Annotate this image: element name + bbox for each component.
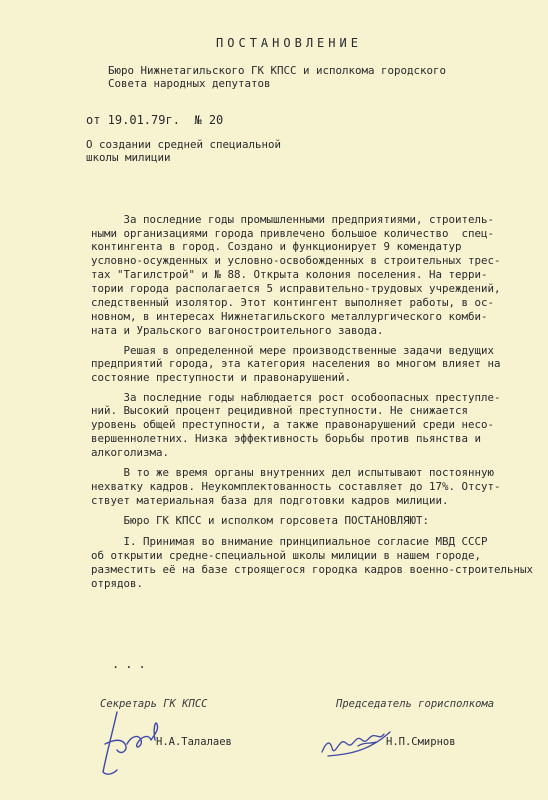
- body-line: Бюро ГК КПСС и исполком горсовета ПОСТАНОВЛЯЮТ:: [91, 514, 430, 527]
- body-line: предприятий города, эта категория населения во многом влияет на: [91, 357, 501, 370]
- ellipsis: ...: [112, 657, 152, 671]
- right-signatory-title: Председатель горисполкома: [336, 698, 495, 710]
- left-signature-icon: [95, 700, 175, 780]
- left-signatory-name: Н.А.Талалаев: [156, 736, 232, 748]
- body-line: ната и Уральского вагоностроительного завода.: [91, 324, 384, 337]
- body-line: ствует материальная база для подготовки кадров милиции.: [91, 494, 449, 507]
- header-line-2: Совета народных депутатов: [108, 77, 271, 90]
- body-line: новном, в интересах Нижнетагильского металлургического комби-: [91, 310, 488, 323]
- left-signatory-title: Секретарь ГК КПСС: [100, 698, 208, 710]
- date-line: от 19.01.79г. № 20: [86, 113, 224, 127]
- body-line: условно-осужденных и условно-освобожденных в строительных трес-: [91, 254, 501, 267]
- body-line: тах "Тагилстрой" и № 88. Открыта колония поселения. На терри-: [91, 268, 488, 281]
- body-line: отрядов.: [91, 577, 144, 590]
- body-line: уровень общей преступности, а также правонарушений среди несо-: [91, 418, 495, 431]
- body-line: состояние преступности и правонарушений.: [91, 371, 352, 384]
- body-line: тории города располагается 5 исправительно-трудовых учреждений,: [91, 282, 501, 295]
- body-line: I. Принимая во внимание принципиальное согласие МВД СССР: [91, 535, 488, 548]
- body-line: разместить её на базе строящегося городка кадров военно-строительных: [91, 563, 534, 576]
- right-signatory-name: Н.П.Смирнов: [386, 736, 456, 748]
- body-line: контингента в город. Создано и функционирует 9 комендатур: [91, 240, 462, 253]
- body-line: об открытии средне-специальной школы милиции в нашем городе,: [91, 549, 482, 562]
- body-line: За последние годы промышленными предприятиями, строитель-: [91, 213, 495, 226]
- subject-line-1: О создании средней специальной: [86, 138, 282, 151]
- body-line: За последние годы наблюдается рост особоопасных преступле-: [91, 391, 501, 404]
- body-line: ний. Высокий процент рецидивной преступности. Не снижается: [91, 404, 469, 417]
- subject-line-2: школы милиции: [86, 151, 171, 164]
- body-line: нехватку кадров. Неукомплектованность составляет до 17%. Отсут-: [91, 480, 501, 493]
- body-line: следственный изолятор. Этот контингент выполняет работы, в ос-: [91, 296, 495, 309]
- header-line-1: Бюро Нижнетагильского ГК КПСС и исполкома городского: [108, 64, 447, 77]
- body-line: Решая в определенной мере производственные задачи ведущих: [91, 344, 495, 357]
- body-line: алкоголизма.: [91, 446, 170, 459]
- body-line: В то же время органы внутренних дел испытывают постоянную: [91, 466, 495, 479]
- document-title: ПОСТАНОВЛЕНИЕ: [216, 36, 362, 50]
- body-line: вершеннолетних. Низка эффективность борьбы против пьянства и: [91, 432, 482, 445]
- right-signature-icon: [318, 722, 398, 762]
- body-line: ными организациями города привлечено большое количество спец-: [91, 227, 495, 240]
